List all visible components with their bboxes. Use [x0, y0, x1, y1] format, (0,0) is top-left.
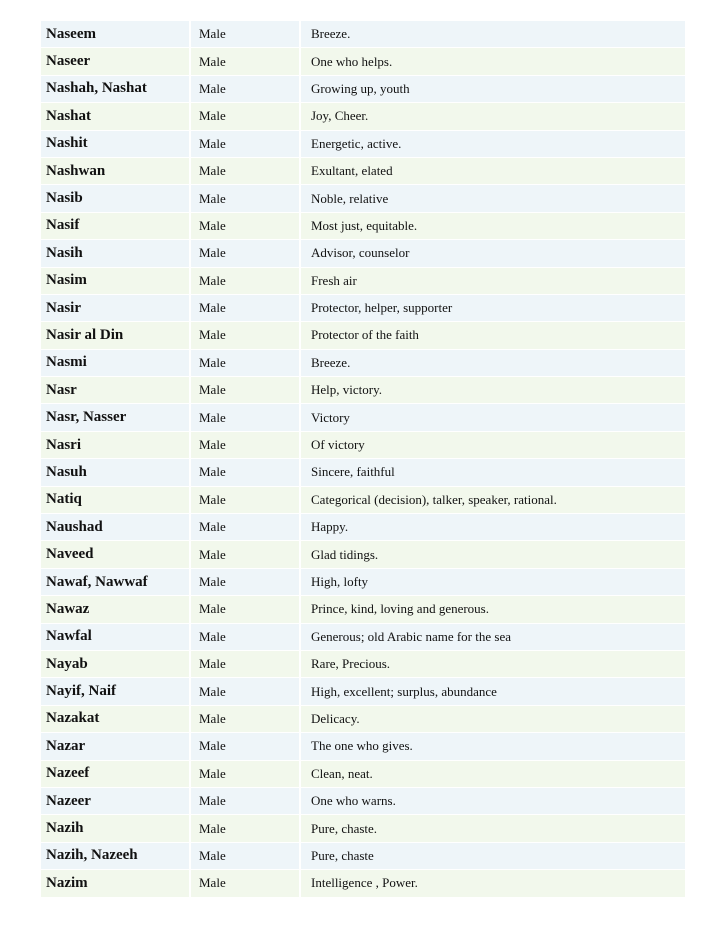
- meaning-cell: Intelligence , Power.: [300, 870, 685, 897]
- table-row: [41, 431, 685, 458]
- table-row: [41, 486, 685, 513]
- meaning-cell: Growing up, youth: [300, 75, 685, 102]
- table-row: [41, 240, 685, 267]
- gender-cell: Male: [190, 185, 300, 212]
- gender-cell: Male: [190, 514, 300, 541]
- gender-cell: Male: [190, 678, 300, 705]
- gender-cell: Male: [190, 377, 300, 404]
- name-cell: Naseem: [41, 21, 190, 48]
- name-cell: Nasir al Din: [41, 322, 190, 349]
- table-row: [41, 294, 685, 321]
- gender-cell: Male: [190, 760, 300, 787]
- meaning-cell: Noble, relative: [300, 185, 685, 212]
- meaning-cell: Of victory: [300, 431, 685, 458]
- name-cell: Nasuh: [41, 459, 190, 486]
- gender-cell: Male: [190, 431, 300, 458]
- gender-cell: Male: [190, 870, 300, 897]
- name-cell: Nasif: [41, 212, 190, 239]
- table-row: [41, 267, 685, 294]
- name-cell: Nashwan: [41, 157, 190, 184]
- name-cell: Nasib: [41, 185, 190, 212]
- table-row: [41, 377, 685, 404]
- name-cell: Nasmi: [41, 349, 190, 376]
- meaning-cell: High, excellent; surplus, abundance: [300, 678, 685, 705]
- table-row: [41, 21, 685, 48]
- name-cell: Nashat: [41, 103, 190, 130]
- gender-cell: Male: [190, 240, 300, 267]
- table-row: [41, 596, 685, 623]
- table-row: [41, 787, 685, 814]
- meaning-cell: Advisor, counselor: [300, 240, 685, 267]
- meaning-cell: Victory: [300, 404, 685, 431]
- name-cell: Nazih, Nazeeh: [41, 842, 190, 869]
- meaning-cell: Exultant, elated: [300, 157, 685, 184]
- gender-cell: Male: [190, 322, 300, 349]
- table-row: [41, 459, 685, 486]
- meaning-cell: Energetic, active.: [300, 130, 685, 157]
- names-table: [41, 21, 685, 898]
- meaning-cell: Fresh air: [300, 267, 685, 294]
- meaning-cell: Prince, kind, loving and generous.: [300, 596, 685, 623]
- table-row: [41, 322, 685, 349]
- meaning-cell: Delicacy.: [300, 705, 685, 732]
- table-row: [41, 541, 685, 568]
- gender-cell: Male: [190, 459, 300, 486]
- table-row: [41, 760, 685, 787]
- meaning-cell: Breeze.: [300, 349, 685, 376]
- name-cell: Naushad: [41, 514, 190, 541]
- meaning-cell: Most just, equitable.: [300, 212, 685, 239]
- name-cell: Nasih: [41, 240, 190, 267]
- meaning-cell: Protector, helper, supporter: [300, 294, 685, 321]
- gender-cell: Male: [190, 568, 300, 595]
- name-cell: Nazih: [41, 815, 190, 842]
- name-cell: Nashah, Nashat: [41, 75, 190, 102]
- table-row: [41, 568, 685, 595]
- gender-cell: Male: [190, 650, 300, 677]
- name-cell: Nazeef: [41, 760, 190, 787]
- meaning-cell: Sincere, faithful: [300, 459, 685, 486]
- meaning-cell: Happy.: [300, 514, 685, 541]
- table-row: [41, 103, 685, 130]
- name-cell: Nazim: [41, 870, 190, 897]
- gender-cell: Male: [190, 75, 300, 102]
- names-table-body: [41, 21, 685, 897]
- table-row: [41, 130, 685, 157]
- gender-cell: Male: [190, 623, 300, 650]
- gender-cell: Male: [190, 815, 300, 842]
- meaning-cell: Rare, Precious.: [300, 650, 685, 677]
- gender-cell: Male: [190, 349, 300, 376]
- gender-cell: Male: [190, 404, 300, 431]
- gender-cell: Male: [190, 294, 300, 321]
- meaning-cell: Joy, Cheer.: [300, 103, 685, 130]
- gender-cell: Male: [190, 787, 300, 814]
- gender-cell: Male: [190, 733, 300, 760]
- gender-cell: Male: [190, 705, 300, 732]
- meaning-cell: Pure, chaste: [300, 842, 685, 869]
- table-row: [41, 733, 685, 760]
- name-cell: Nawaf, Nawwaf: [41, 568, 190, 595]
- name-cell: Naveed: [41, 541, 190, 568]
- name-cell: Nasr, Nasser: [41, 404, 190, 431]
- gender-cell: Male: [190, 212, 300, 239]
- table-row: [41, 157, 685, 184]
- meaning-cell: Categorical (decision), talker, speaker, rational.: [300, 486, 685, 513]
- meaning-cell: Generous; old Arabic name for the sea: [300, 623, 685, 650]
- table-row: [41, 678, 685, 705]
- table-row: [41, 514, 685, 541]
- gender-cell: Male: [190, 103, 300, 130]
- name-cell: Nayab: [41, 650, 190, 677]
- name-cell: Naseer: [41, 48, 190, 75]
- meaning-cell: Clean, neat.: [300, 760, 685, 787]
- gender-cell: Male: [190, 541, 300, 568]
- name-cell: Nasir: [41, 294, 190, 321]
- name-cell: Nasim: [41, 267, 190, 294]
- gender-cell: Male: [190, 842, 300, 869]
- meaning-cell: The one who gives.: [300, 733, 685, 760]
- name-cell: Nazeer: [41, 787, 190, 814]
- meaning-cell: Glad tidings.: [300, 541, 685, 568]
- name-cell: Nasr: [41, 377, 190, 404]
- table-row: [41, 185, 685, 212]
- table-row: [41, 404, 685, 431]
- meaning-cell: Protector of the faith: [300, 322, 685, 349]
- gender-cell: Male: [190, 48, 300, 75]
- table-row: [41, 212, 685, 239]
- gender-cell: Male: [190, 157, 300, 184]
- table-row: [41, 623, 685, 650]
- meaning-cell: High, lofty: [300, 568, 685, 595]
- name-cell: Nazakat: [41, 705, 190, 732]
- name-cell: Nazar: [41, 733, 190, 760]
- gender-cell: Male: [190, 21, 300, 48]
- name-cell: Nawfal: [41, 623, 190, 650]
- name-cell: Natiq: [41, 486, 190, 513]
- name-cell: Nawaz: [41, 596, 190, 623]
- meaning-cell: Pure, chaste.: [300, 815, 685, 842]
- gender-cell: Male: [190, 596, 300, 623]
- table-row: [41, 870, 685, 897]
- gender-cell: Male: [190, 486, 300, 513]
- table-row: [41, 48, 685, 75]
- meaning-cell: One who warns.: [300, 787, 685, 814]
- table-row: [41, 349, 685, 376]
- table-row: [41, 842, 685, 869]
- gender-cell: Male: [190, 267, 300, 294]
- name-cell: Nashit: [41, 130, 190, 157]
- meaning-cell: Help, victory.: [300, 377, 685, 404]
- table-row: [41, 705, 685, 732]
- name-cell: Nayif, Naif: [41, 678, 190, 705]
- table-row: [41, 650, 685, 677]
- table-row: [41, 815, 685, 842]
- table-row: [41, 75, 685, 102]
- gender-cell: Male: [190, 130, 300, 157]
- meaning-cell: One who helps.: [300, 48, 685, 75]
- name-cell: Nasri: [41, 431, 190, 458]
- meaning-cell: Breeze.: [300, 21, 685, 48]
